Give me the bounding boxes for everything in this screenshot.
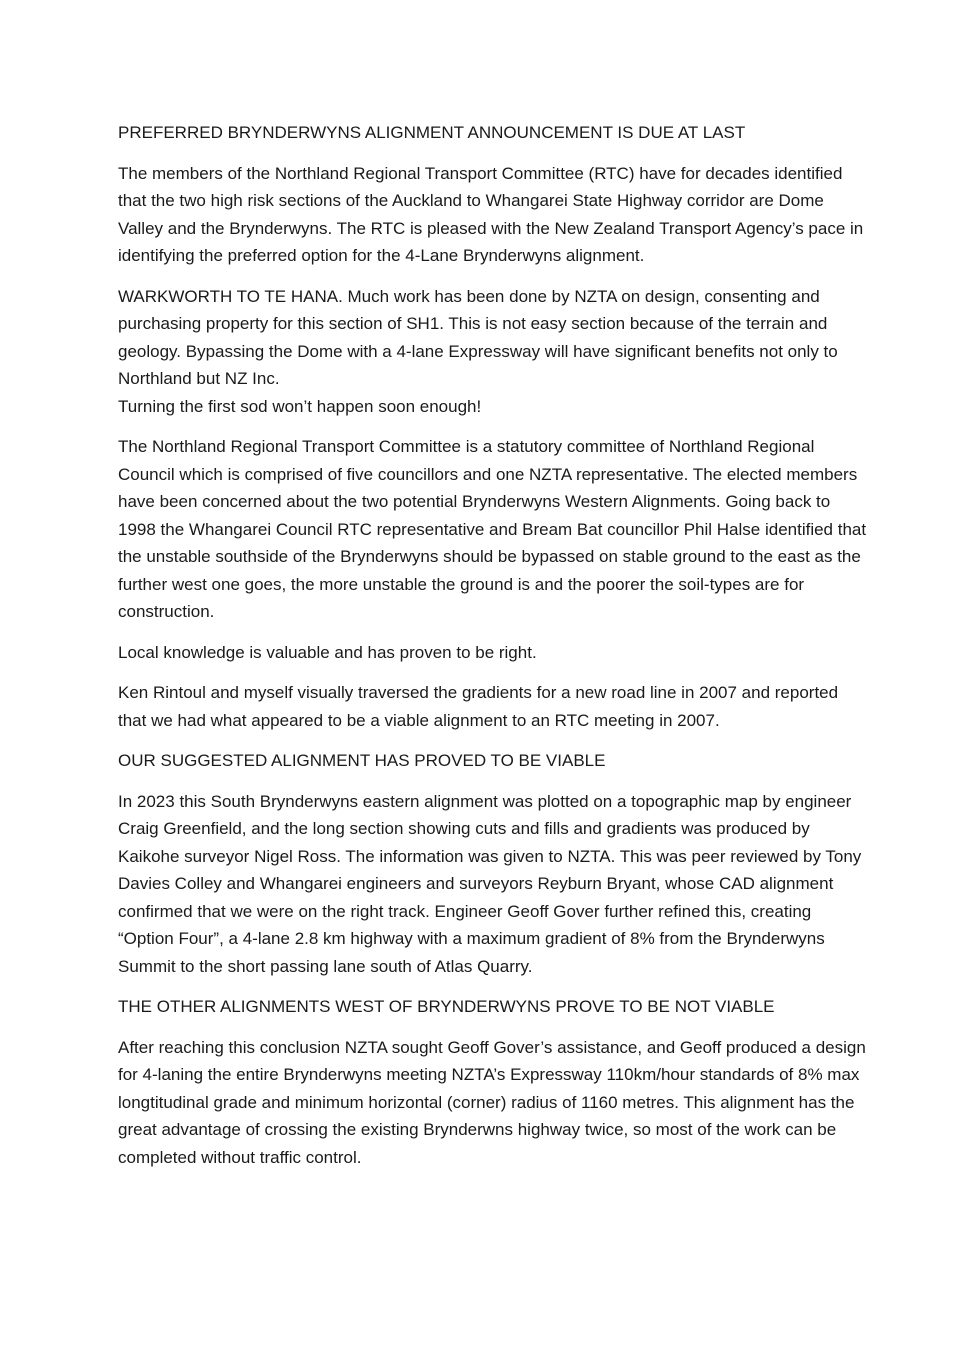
heading-suggested-alignment: OUR SUGGESTED ALIGNMENT HAS PROVED TO BE VIABLE xyxy=(118,751,606,770)
paragraph-statutory-committee: The Northland Regional Transport Committee is a statutory committee of Northland Regional Council which is comprised of five councillors and one NZTA representative. The elected members have been concerned about the two potential Brynderwyns Western Alignments. Going back to 1998 the Whangarei Council RTC representative and Bream Bat councillor Phil Halse identified that the unstable southside of the Brynderwyns should be bypassed on stable ground to the east as the further west one goes, the more unstable the ground is and the poorer the soil-types are for construction. xyxy=(118,437,867,621)
paragraph-geoff-gover-design: After reaching this conclusion NZTA sought Geoff Gover’s assistance, and Geoff produced a design for 4-laning the entire Brynderwyns meeting NZTA’s Expressway 110km/hour standards of 8% max longtitudinal grade and minimum horizontal (corner) radius of 1160 metres. This alignment has the great advantage of crossing the existing Brynderwns highway twice, so most of the work can be completed without traffic control. xyxy=(118,1037,866,1167)
document-title: PREFERRED BRYNDERWYNS ALIGNMENT ANNOUNCEMENT IS DUE AT LAST xyxy=(118,123,746,142)
paragraph-ken-rintoul: Ken Rintoul and myself visually traversed the gradients for a new road line in 2007 and reported that we had what appeared to be a viable alignment to an RTC meeting in 2007. xyxy=(118,683,839,730)
paragraph-2023-alignment: In 2023 this South Brynderwyns eastern alignment was plotted on a topographic map by engineer Craig Greenfield, and the long section showing cuts and fills and gradients was produced by Kaikohe surveyor Nigel Ross. The information was given to NZTA. This was peer reviewed by Tony Davies Colley and Whangarei engineers and surveyors Reyburn Bryant, whose CAD alignment confirmed that we were on the right track. Engineer Geoff Gover further refined this, creating “Option Four”, a 4-lane 2.8 km highway with a maximum gradient of 8% from the Brynderwyns Summit to the short passing lane south of Atlas Quarry. xyxy=(118,791,862,976)
paragraph-rtc-intro: The members of the Northland Regional Transport Committee (RTC) have for decades identified that the two high risk sections of the Auckland to Whangarei State Highway corridor are Dome Valley and the Brynderwyns. The RTC is pleased with the New Zealand Transport Agency’s pace in identifying the preferred option for the 4-Lane Brynderwyns alignment. xyxy=(118,163,864,265)
paragraph-warkworth: WARKWORTH TO TE HANA. Much work has been done by NZTA on design, consenting and purchasing property for this section of SH1. This is not easy section because of the terrain and geology. Bypassing the Dome with a 4-lane Expressway will have significant benefits not only to Northland but NZ Inc. xyxy=(118,286,838,388)
paragraph-local-knowledge: Local knowledge is valuable and has proven to be right. xyxy=(118,642,537,662)
heading-other-alignments: THE OTHER ALIGNMENTS WEST OF BRYNDERWYNS PROVE TO BE NOT VIABLE xyxy=(118,997,775,1016)
paragraph-first-sod: Turning the first sod won’t happen soon enough! xyxy=(118,396,482,416)
